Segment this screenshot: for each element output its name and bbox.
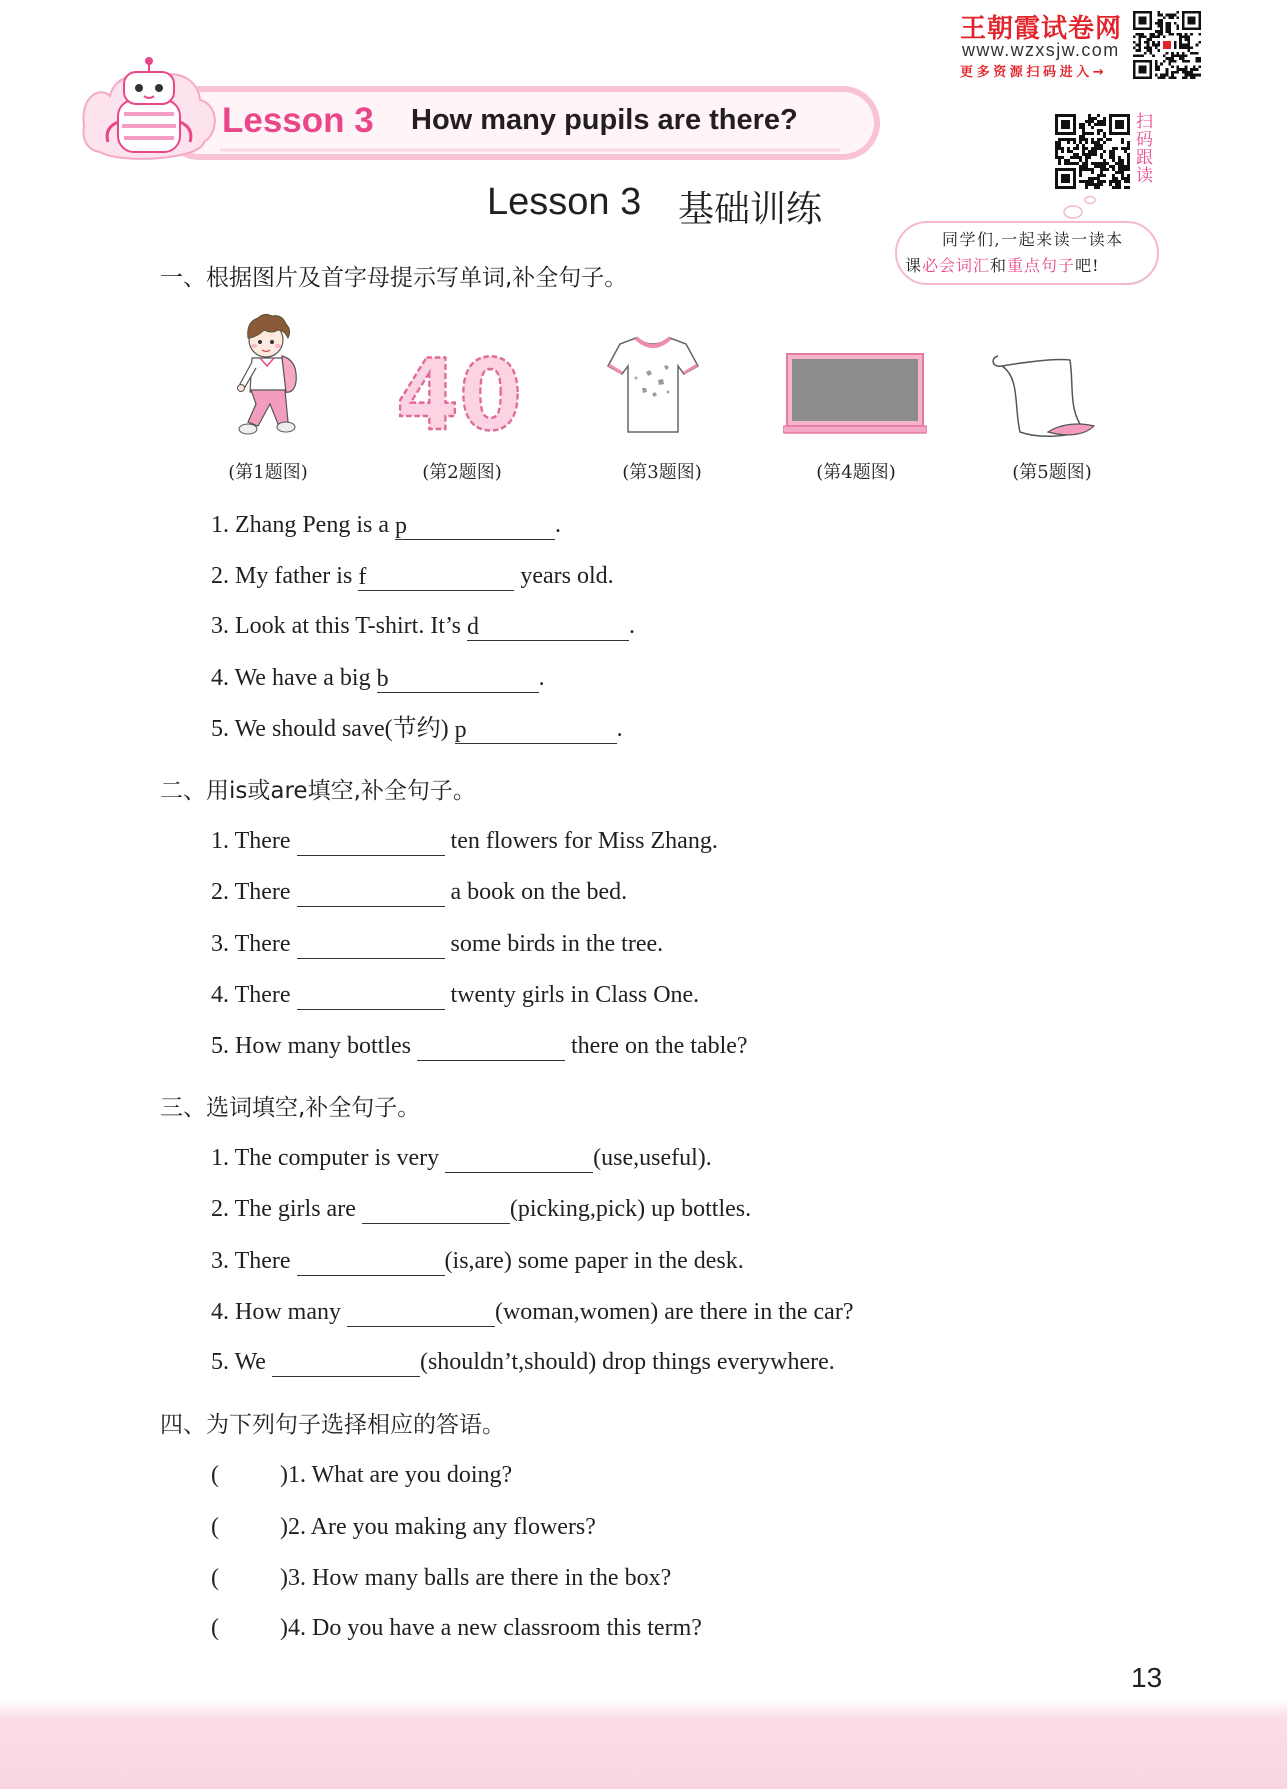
answer-blank[interactable] — [297, 1248, 445, 1276]
header-lesson-label: Lesson 3 — [222, 101, 374, 140]
answer-blank[interactable] — [297, 879, 445, 907]
question-3-3 — [211, 1246, 744, 1276]
answer-blank[interactable] — [297, 931, 445, 959]
section-1-heading: 一、根据图片及首字母提示写单词,补全句子。 — [160, 265, 628, 291]
question-text: (shouldn’t,should) drop things everywhere. — [419, 1349, 835, 1375]
illustration-caption: (第2题图) — [422, 462, 502, 483]
answer-slot[interactable] — [219, 1615, 280, 1643]
question-text: . — [554, 512, 561, 538]
question-text: some birds in the tree. — [444, 931, 664, 957]
number-forty-text: 40 — [396, 345, 522, 437]
blackboard-illustration-icon — [783, 352, 927, 438]
paren-close: ) — [280, 1565, 288, 1591]
section-2-heading: 二、用is或are填空,补全句子。 — [160, 778, 476, 804]
answer-blank[interactable] — [467, 613, 629, 641]
question-text: 3. How many balls are there in the box? — [288, 1565, 672, 1591]
question-1-2 — [211, 561, 614, 591]
answer-blank[interactable] — [445, 1145, 593, 1173]
answer-blank[interactable] — [347, 1299, 495, 1327]
question-1-5 — [211, 714, 623, 744]
question-text: . — [629, 613, 636, 639]
bubble-text: 吧! — [1075, 256, 1100, 275]
section-3-heading: 三、选词填空,补全句子。 — [160, 1095, 421, 1121]
illustration-caption: (第3题图) — [622, 462, 702, 483]
question-text: 2. Are you making any flowers? — [288, 1514, 596, 1540]
header-lesson-title: How many pupils are there? — [411, 104, 798, 136]
section-4-heading: 四、为下列句子选择相应的答语。 — [160, 1412, 505, 1438]
illustration-caption: (第5题图) — [1012, 462, 1092, 483]
bubble-highlight-sentences: 重点句子 — [1007, 256, 1076, 275]
answer-blank[interactable] — [272, 1349, 420, 1377]
robot-mascot-icon — [80, 56, 220, 166]
question-text: 1. What are you doing? — [288, 1462, 513, 1488]
question-text: (woman,women) are there in the car? — [494, 1299, 854, 1325]
read-along-qr-code-icon[interactable] — [1055, 114, 1130, 189]
question-text: 4. There — [211, 982, 297, 1008]
answer-blank[interactable] — [377, 665, 539, 693]
question-text: 2. My father is — [211, 563, 359, 589]
answer-blank[interactable] — [297, 828, 445, 856]
question-text: 5. We — [211, 1349, 272, 1375]
question-3-1 — [211, 1143, 712, 1173]
footer-band — [0, 1700, 1287, 1789]
pupil-boy-illustration-icon — [226, 312, 310, 446]
brand-name[interactable]: 王朝霞试卷网 — [960, 14, 1123, 44]
page-number: 13 — [1131, 1662, 1163, 1693]
question-text: . — [616, 716, 623, 742]
question-text: . — [538, 665, 545, 691]
brand-tagline[interactable]: 更多资源扫码进入→ — [960, 65, 1108, 80]
question-text: years old. — [514, 563, 614, 589]
question-3-2 — [211, 1194, 751, 1224]
hint-letter: p — [454, 717, 467, 743]
question-text: 5. We should save(节约) — [211, 716, 455, 742]
question-3-4 — [211, 1297, 853, 1327]
question-text: ten flowers for Miss Zhang. — [444, 828, 718, 854]
question-2-4 — [211, 980, 699, 1010]
bubble-text-line1: 同学们,一起来读一读本 — [942, 230, 1124, 249]
paren-open: ( — [211, 1514, 219, 1540]
question-text: 2. The girls are — [211, 1196, 362, 1222]
question-text: 1. Zhang Peng is a — [211, 512, 395, 538]
answer-blank[interactable] — [297, 982, 445, 1010]
answer-blank[interactable] — [417, 1033, 565, 1061]
answer-blank[interactable] — [358, 563, 514, 591]
number-forty-illustration — [392, 345, 527, 437]
answer-blank[interactable] — [455, 716, 617, 744]
question-2-2 — [211, 877, 627, 907]
question-2-1 — [211, 826, 718, 856]
question-4-2 — [211, 1512, 596, 1542]
question-3-5 — [211, 1347, 835, 1377]
question-text: 1. There — [211, 828, 297, 854]
question-text: a book on the bed. — [444, 879, 628, 905]
hint-letter: f — [358, 564, 367, 590]
question-4-4 — [211, 1613, 702, 1643]
question-text: twenty girls in Class One. — [444, 982, 700, 1008]
question-text: (is,are) some paper in the desk. — [444, 1248, 744, 1274]
hint-letter: p — [394, 513, 407, 539]
page-title-subtitle: 基础训练 — [678, 189, 823, 230]
question-text: 3. There — [211, 931, 297, 957]
illustration-caption: (第1题图) — [228, 462, 308, 483]
question-1-1 — [211, 510, 561, 540]
question-1-4 — [211, 663, 545, 693]
question-text: (use,useful). — [593, 1145, 712, 1171]
bubble-text: 课 — [905, 256, 923, 275]
bubble-text: 和 — [990, 256, 1008, 275]
paren-close: ) — [280, 1615, 288, 1641]
paren-close: ) — [280, 1462, 288, 1488]
bubble-text-line2 — [905, 253, 1100, 276]
answer-blank[interactable] — [362, 1196, 510, 1224]
paren-close: ) — [280, 1514, 288, 1540]
question-text: 4. Do you have a new classroom this term? — [288, 1615, 702, 1641]
dirty-tshirt-illustration-icon — [606, 332, 700, 438]
paren-open: ( — [211, 1462, 219, 1488]
hint-letter: b — [376, 666, 389, 692]
question-1-3 — [211, 611, 635, 641]
question-text: 2. There — [211, 879, 297, 905]
paren-open: ( — [211, 1565, 219, 1591]
question-text: 4. We have a big — [211, 665, 377, 691]
paren-open: ( — [211, 1615, 219, 1641]
question-4-1 — [211, 1460, 512, 1490]
hint-letter: d — [467, 614, 480, 640]
question-text: (picking,pick) up bottles. — [509, 1196, 752, 1222]
brand-url[interactable]: www.wzxsjw.com — [962, 40, 1120, 60]
answer-slot[interactable] — [219, 1462, 280, 1490]
question-text: 3. Look at this T-shirt. It’s — [211, 613, 468, 639]
question-text: 5. How many bottles — [211, 1033, 417, 1059]
illustration-caption: (第4题图) — [816, 462, 896, 483]
bubble-highlight-vocab: 必会词汇 — [922, 256, 991, 275]
question-text: 3. There — [211, 1248, 297, 1274]
answer-slot[interactable] — [219, 1514, 280, 1542]
question-text: there on the table? — [564, 1033, 748, 1059]
question-4-3 — [211, 1563, 671, 1593]
question-text: 1. The computer is very — [211, 1145, 446, 1171]
question-text: 4. How many — [211, 1299, 347, 1325]
scan-to-read-label: 扫码跟读 — [1132, 112, 1152, 184]
paper-illustration-icon — [986, 346, 1098, 442]
question-2-3 — [211, 929, 663, 959]
page-title-lesson: Lesson 3 — [487, 181, 642, 223]
question-2-5 — [211, 1031, 748, 1061]
answer-slot[interactable] — [219, 1565, 280, 1593]
brand-qr-code-icon[interactable] — [1133, 11, 1201, 79]
answer-blank[interactable] — [395, 512, 555, 540]
